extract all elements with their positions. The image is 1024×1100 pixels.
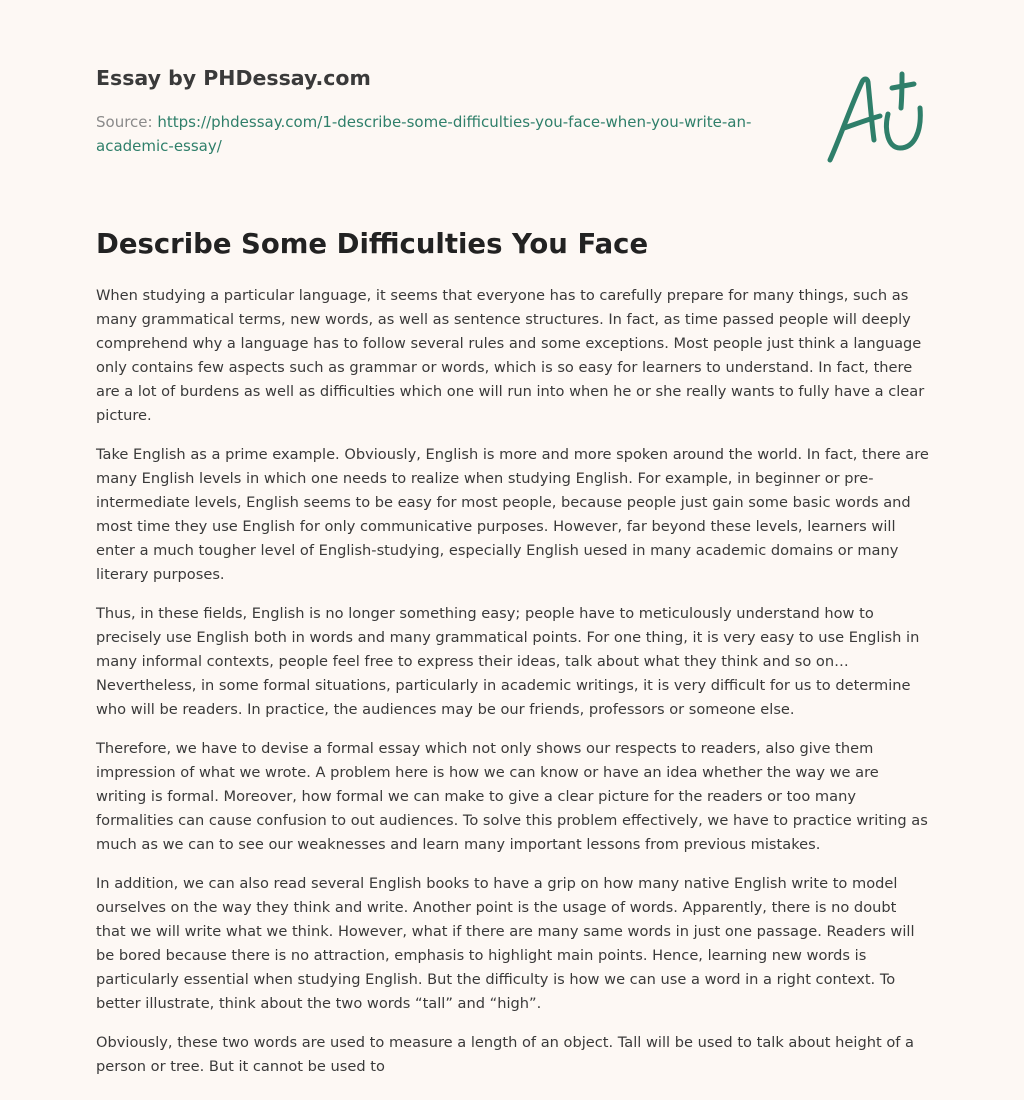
a-plus-grade-icon — [822, 68, 932, 168]
source-label: Source: — [96, 113, 153, 131]
essay-paragraph: When studying a particular language, it seems that everyone has to carefully prepare for many things, such as many grammatical terms, new words, as well as sentence structures. In fact, as time passed people will deeply comprehend why a language has to follow several rules and some exceptions. Most people just think a language only contains few aspects such as grammar or words, which is so easy for learners to understand. In fact, there are a lot of burdens as well as difficulties which one will run into when he or she really wants to fully have a clear picture. — [96, 287, 925, 424]
essay-paragraph: Thus, in these fields, English is no longer something easy; people have to meticulously understand how to precisely use English both in words and many grammatical points. For one thing, it is very easy to use English in many informal contexts, people feel free to express their ideas, talk about what they think and so on… Nevertheless, in some formal situations, particularly in academic writings, it is very difficult for us to determine who will be readers. In practice, the audiences may be our friends, professors or someone else. — [96, 605, 920, 718]
essay-paragraph: Take English as a prime example. Obviously, English is more and more spoken around the world. In fact, there are many English levels in which one needs to realize when studying English. For example, in beginner or pre-intermediate levels, English seems to be easy for most people, because people just gain some basic words and most time they use English for only communicative purposes. However, far beyond these levels, learners will enter a much tougher level of English-studying, especially English uesed in many academic domains or many literary purposes. — [96, 446, 929, 583]
essay-paragraph: Obviously, these two words are used to measure a length of an object. Tall will be used to talk about height of a person or tree. But it cannot be used to — [96, 1034, 914, 1075]
essay-title: Describe Some Difficulties You Face — [96, 228, 649, 260]
site-title: Essay by PHDessay.com — [96, 66, 371, 90]
essay-paragraph: Therefore, we have to devise a formal essay which not only shows our respects to readers, also give them impression of what we wrote. A problem here is how we can know or have an idea whether the way we are writing is formal. Moreover, how formal we can make to give a clear picture for the readers or too many formalities can cause confusion to out audiences. To solve this problem effectively, we have to practice writing as much as we can to see our weaknesses and learn many important lessons from previous mistakes. — [96, 740, 928, 853]
page-header — [96, 62, 796, 158]
essay-paragraph: In addition, we can also read several English books to have a grip on how many native English write to model ourselves on the way they think and write. Another point is the usage of words. Apparently, there is no doubt that we will write what we think. However, what if there are many same words in just one passage. Readers will be bored because there is no attraction, emphasis to highlight main points. Hence, learning new words is particularly essential when studying English. But the difficulty is how we can use a word in a right context. To better illustrate, think about the two words “tall” and “high”. — [96, 875, 915, 1012]
source-line — [96, 110, 776, 158]
source-link[interactable]: https://phdessay.com/1-describe-some-difficulties-you-face-when-you-write-an-academic-essay/ — [96, 113, 752, 155]
essay-body — [96, 284, 930, 1094]
